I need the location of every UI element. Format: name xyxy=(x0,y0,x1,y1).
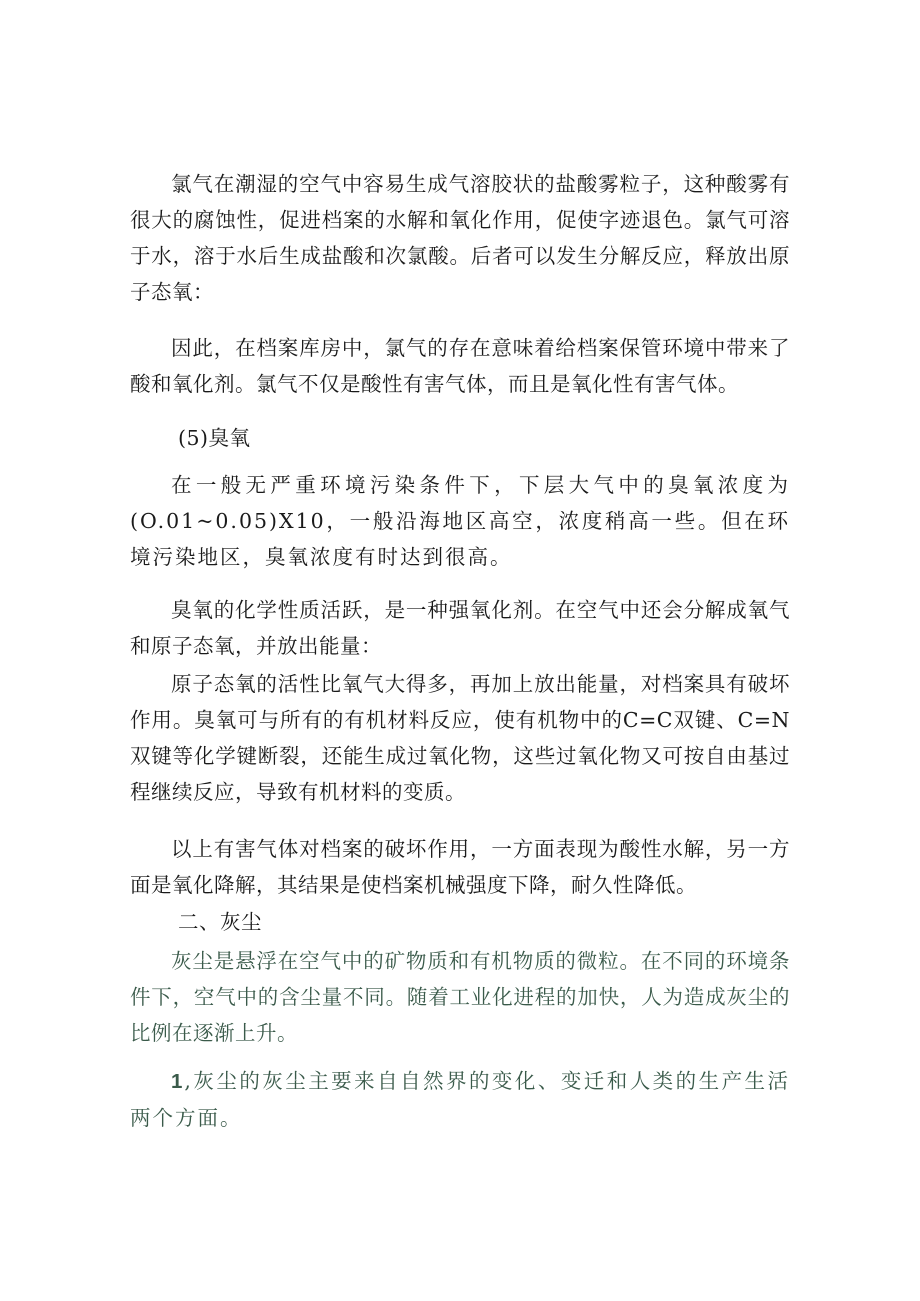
paragraph-dust-definition: 灰尘是悬浮在空气中的矿物质和有机物质的微粒。在不同的环境条件下，空气中的含尘量不同。随着工业化进程的加快，人为造成灰尘的比例在逐渐上升。 xyxy=(130,949,790,1045)
paragraph-ozone-concentration: 在一般无严重环境污染条件下，下层大气中的臭氧浓度为(O.01~0.05)X10，一般沿海地区高空，浓度稍高一些。但在环境污染地区，臭氧浓度有时达到很高。 xyxy=(130,473,790,569)
paragraph-chlorine-conclusion: 因此，在档案库房中，氯气的存在意味着给档案保管环境中带来了酸和氧化剂。氯气不仅是酸性有害气体，而且是氧化性有害气体。 xyxy=(130,336,790,396)
section-heading-dust: 二、灰尘 xyxy=(178,910,262,934)
paragraph-dust-sources-text: ,灰尘的灰尘主要来自自然界的变化、变迁和人类的生产生活两个方面。 xyxy=(130,1069,790,1130)
paragraph-atomic-oxygen: 原子态氧的活性比氧气大得多，再加上放出能量，对档案具有破坏作用。臭氧可与所有的有机材料反应，使有机物中的C=C双键、C=N双键等化学键断裂，还能生成过氧化物，这些过氧化物又可按自由基过程继续反应，导致有机材料的变质。 xyxy=(130,672,790,804)
paragraph-chlorine: 氯气在潮湿的空气中容易生成气溶胶状的盐酸雾粒子，这种酸雾有很大的腐蚀性，促进档案的水解和氧化作用，促使字迹退色。氯气可溶于水，溶于水后生成盐酸和次氯酸。后者可以发生分解反应，释放出原子态氧： xyxy=(130,172,790,304)
paragraph-damage-summary: 以上有害气体对档案的破坏作用，一方面表现为酸性水解，另一方面是氧化降解，其结果是使档案机械强度下降，耐久性降低。 xyxy=(130,837,790,897)
section-heading-ozone: (5)臭氧 xyxy=(178,426,251,450)
list-number: 1 xyxy=(171,1070,185,1093)
paragraph-dust-sources xyxy=(130,1063,790,1136)
paragraph-ozone-properties: 臭氧的化学性质活跃，是一种强氧化剂。在空气中还会分解成氧气和原子态氧，并放出能量： xyxy=(130,598,790,658)
